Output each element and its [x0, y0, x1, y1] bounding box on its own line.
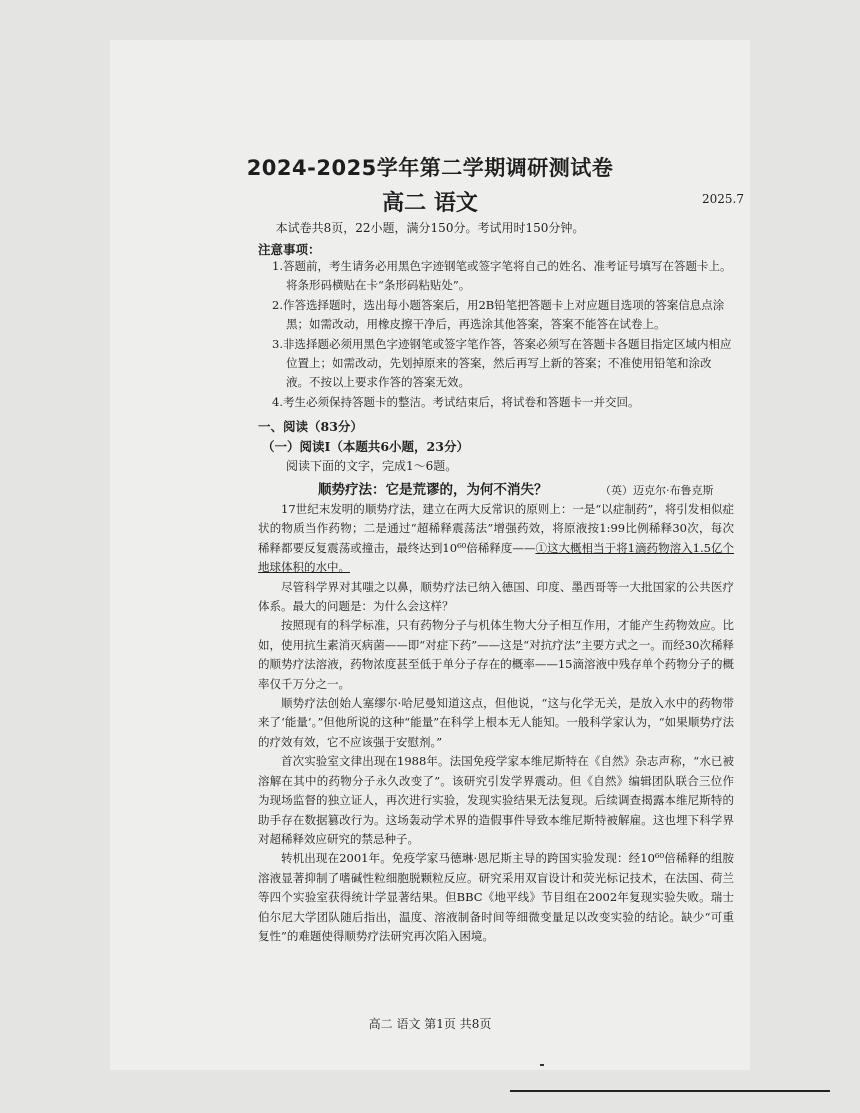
scan-mark — [540, 1064, 544, 1066]
article-paragraph: 首次实验室文律出现在1988年。法国免疫学家本维尼斯特在《自然》杂志声称，“水已被溶解在其中的药物分子永久改变了”。该研究引发学界震动。但《自然》编辑团队联合三位作为现场监督的独立证人，再次进行实验，发现实验结果无法复现。后续调查揭露本维尼斯特的助手存在数据篡改行为。这场轰动学术界的造假事件导致本维尼斯特被解雇。这也埋下科学界对超稀释效应研究的禁忌种子。 — [258, 754, 734, 846]
notice-item: 1.答题前，考生请务必用黑色字迹钢笔或签字笔将自己的姓名、准考证号填写在答题卡上。将条形码横贴在卡“条形码粘贴处”。 — [272, 259, 732, 293]
exam-title: 2024-2025学年第二学期调研测试卷 — [246, 156, 614, 180]
notice-item: 2.作答选择题时，选出每小题答案后，用2B铅笔把答题卡上对应题目选项的答案信息点涂黑；如需改动，用橡皮擦干净后，再选涂其他答案，答案不能答在试卷上。 — [272, 297, 725, 332]
reading-instruction: 阅读下面的文字，完成1～6题。 — [286, 459, 458, 473]
notice-item: 3.非选择题必须用黑色字迹钢笔或签字笔作答，答案必须写在答题卡各题目指定区域内相应位置上；如需改动，先划掉原来的答案，然后再写上新的答案；不准使用铅笔和涂改液。不按以上要求作答的答案无效。 — [272, 336, 732, 390]
section-heading: 一、阅读（83分） — [258, 419, 363, 434]
notice-heading: 注意事项： — [258, 242, 321, 257]
subject-title: 高二 语文 — [382, 191, 478, 216]
article-paragraph: 按照现有的科学标准，只有药物分子与机体生物大分子相互作用，才能产生药物效应。比如，使用抗生素消灭病菌——即“对症下药”——这是“对抗疗法”主要方式之一。而经30次稀释的顺势疗法溶液，药物浓度甚至低于单分子存在的概率——15滴溶液中残存单个药物分子的概率仅千万分之一。 — [258, 618, 734, 691]
underlined-sentence-1: ①这大概相当于将1滴药物溶入1.5亿个地球体积的水中。 — [258, 540, 734, 575]
scan-edge-line — [510, 1090, 830, 1092]
article-author: （英）迈克尔·布鲁克斯 — [600, 484, 714, 497]
article-paragraph: 顺势疗法创始人塞缪尔·哈尼曼知道这点，但他说，“这与化学无关，是放入水中的药物带来了‘能量’。”但他所说的这种“能量”在科学上根本无人能知。一般科学家认为，“如果顺势疗法的疗效有效，它不应该强于安慰剂。” — [258, 696, 734, 749]
article-paragraph: 17世纪末发明的顺势疗法，建立在两大反常识的原则上：一是“以症制药”，将引发相似症状的物质当作药物；二是通过“超稀释震荡法”增强药效，将原液按1:99比例稀释30次，每次稀释都要反复震荡或撞击，最终达到10⁶⁰倍稀释度——①这大概相当于将1滴药物溶入1.5亿个地球体积的水中。 — [258, 502, 734, 575]
article-paragraph: 尽管科学界对其嗤之以鼻，顺势疗法已纳入德国、印度、墨西哥等一大批国家的公共医疗体系。最大的问题是：为什么会这样？ — [258, 579, 734, 614]
notice-item: 4.考生必须保持答题卡的整洁。考试结束后，将试卷和答题卡一并交回。 — [272, 394, 640, 409]
exam-date: 2025.7 — [702, 192, 744, 206]
exam-info: 本试卷共8页，22小题，满分150分。考试用时150分钟。 — [275, 221, 585, 235]
notice-list — [272, 257, 734, 412]
page-footer: 高二 语文 第1页 共8页 — [368, 1017, 492, 1031]
article-body — [258, 500, 734, 946]
subsection-heading: （一）阅读Ⅰ（本题共6小题，23分） — [262, 439, 469, 454]
article-title: 顺势疗法：它是荒谬的，为何不消失？ — [318, 482, 548, 498]
article-paragraph: 转机出现在2001年。免疫学家马德琳·恩尼斯主导的跨国实验发现：经10⁶⁰倍稀释的组胺溶液显著抑制了嗜碱性粒细胞脱颗粒反应。研究采用双盲设计和荧光标记技术，在法国、荷兰等四个实验室获得统计学显著结果。但BBC《地平线》节目组在2002年复现实验失败。瑞士伯尔尼大学团队随后指出，温度、溶液制备时间等细微变量足以改变实验的结论。缺少“可重复性”的难题使得顺势疗法研究再次陷入困境。 — [258, 851, 734, 943]
